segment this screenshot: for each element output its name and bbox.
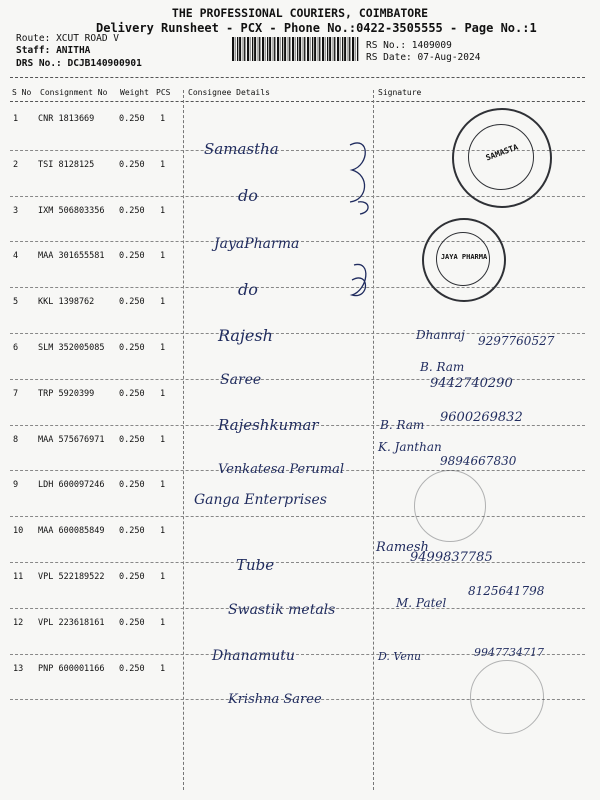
row-consignment-no: LDH 600097246 bbox=[38, 480, 105, 491]
barcode-bar bbox=[259, 37, 260, 61]
row-consignment-no: IXM 506803356 bbox=[38, 205, 105, 216]
handwritten-name: Dhanamutu bbox=[212, 648, 295, 664]
row-consignment-no: MAA 575676971 bbox=[38, 434, 105, 445]
barcode-bar bbox=[292, 37, 294, 61]
barcode-bar bbox=[334, 37, 335, 61]
barcode-bar bbox=[314, 37, 316, 61]
handwritten-phone: 9442740290 bbox=[430, 376, 513, 391]
barcode-bar bbox=[277, 37, 279, 61]
row-consignment-no: MAA 600085849 bbox=[38, 526, 105, 537]
barcode-bar bbox=[235, 37, 236, 61]
row-divider bbox=[10, 287, 585, 288]
row-pcs: 1 bbox=[160, 159, 166, 170]
barcode-bar bbox=[295, 37, 296, 61]
barcode-bar bbox=[312, 37, 313, 61]
signature-scribbles bbox=[340, 130, 380, 300]
row-weight: 0.250 bbox=[119, 205, 145, 216]
handwritten-phone: 8125641798 bbox=[468, 584, 545, 598]
handwritten-signature: Ramesh bbox=[376, 540, 429, 555]
staff-line bbox=[16, 45, 90, 56]
drs-line bbox=[16, 58, 142, 69]
barcode-bar bbox=[357, 37, 358, 61]
row-divider bbox=[10, 516, 585, 517]
row-sno: 13 bbox=[13, 663, 24, 674]
barcode-bar bbox=[319, 37, 320, 61]
row-weight: 0.250 bbox=[119, 159, 145, 170]
handwritten-phone: 9600269832 bbox=[440, 410, 523, 425]
barcode-bar bbox=[252, 37, 253, 61]
barcode-bar bbox=[325, 37, 326, 61]
barcode-bar bbox=[273, 37, 274, 61]
row-weight: 0.250 bbox=[119, 572, 145, 582]
row-pcs: 1 bbox=[160, 480, 166, 491]
handwritten-name: Rajesh bbox=[218, 326, 273, 345]
row-consignment-no: MAA 301655581 bbox=[38, 251, 105, 262]
barcode-bar bbox=[243, 37, 244, 61]
rs-no-label: RS No.: bbox=[366, 40, 407, 51]
col-weight: Weight bbox=[120, 88, 149, 97]
barcode-bar bbox=[265, 37, 266, 61]
row-weight: 0.250 bbox=[119, 388, 145, 399]
barcode-bar bbox=[288, 37, 289, 61]
barcode-bar bbox=[232, 37, 234, 61]
header-bottom-rule bbox=[10, 101, 585, 102]
barcode-bar bbox=[299, 37, 301, 61]
staff-label: Staff: bbox=[16, 45, 51, 56]
handwritten-signature: B. Ram bbox=[380, 418, 425, 432]
handwritten-phone: 9947734717 bbox=[474, 646, 544, 659]
barcode-bar bbox=[307, 37, 309, 61]
barcode-bar bbox=[289, 37, 290, 61]
stamp-text: JAYA PHARMA bbox=[440, 253, 488, 261]
page-subtitle: Delivery Runsheet - PCX - Phone No.:0422-3505555 - Page No.:1 bbox=[96, 21, 537, 35]
row-pcs: 1 bbox=[160, 434, 166, 445]
barcode-bar bbox=[310, 37, 311, 61]
handwritten-signature: B. Ram bbox=[420, 360, 465, 374]
barcode-bar bbox=[237, 37, 238, 61]
handwritten-name: JayaPharma bbox=[214, 236, 300, 252]
row-divider bbox=[10, 562, 585, 563]
barcode-bar bbox=[282, 37, 283, 61]
barcode-bar bbox=[303, 37, 304, 61]
row-sno: 6 bbox=[13, 343, 19, 353]
rs-no-line bbox=[366, 40, 452, 51]
route-value: XCUT ROAD V bbox=[56, 33, 119, 44]
staff-value: ANITHA bbox=[56, 45, 91, 56]
handwritten-name: Ganga Enterprises bbox=[194, 492, 327, 508]
row-sno: 9 bbox=[13, 480, 19, 491]
barcode-bar bbox=[349, 37, 350, 61]
row-sno: 8 bbox=[13, 434, 19, 445]
row-weight: 0.250 bbox=[119, 434, 145, 445]
row-pcs: 1 bbox=[160, 526, 166, 537]
faint-stamp bbox=[470, 660, 544, 734]
handwritten-signature: K. Janthan bbox=[378, 440, 442, 454]
handwritten-name: Tube bbox=[236, 556, 275, 574]
rs-no-value: 1409009 bbox=[411, 40, 452, 51]
col-pcs: PCS bbox=[156, 88, 171, 97]
barcode-bar bbox=[254, 37, 256, 61]
barcode-bar bbox=[342, 37, 343, 61]
barcode-bar bbox=[322, 37, 324, 61]
row-sno: 1 bbox=[13, 114, 19, 124]
row-sno: 5 bbox=[13, 297, 19, 308]
row-consignment-no: SLM 352005085 bbox=[38, 343, 105, 353]
barcode-bar bbox=[297, 37, 298, 61]
barcode-bar bbox=[329, 37, 331, 61]
barcode-bar bbox=[267, 37, 268, 61]
row-weight: 0.250 bbox=[119, 114, 145, 124]
row-consignment-no: KKL 1398762 bbox=[38, 297, 95, 308]
row-weight: 0.250 bbox=[119, 297, 145, 308]
handwritten-name: Krishna Saree bbox=[228, 692, 322, 707]
handwritten-signature: Dhanraj bbox=[416, 328, 465, 342]
handwritten-name: Rajeshkumar bbox=[218, 416, 319, 434]
page-title: THE PROFESSIONAL COURIERS, COIMBATORE bbox=[171, 6, 429, 20]
route-label: Route: bbox=[16, 33, 51, 44]
handwritten-name: Saree bbox=[220, 372, 262, 388]
row-consignment-no: PNP 600001166 bbox=[38, 663, 105, 674]
barcode-bar bbox=[348, 37, 349, 61]
row-pcs: 1 bbox=[160, 663, 166, 674]
row-weight: 0.250 bbox=[119, 617, 145, 628]
samasta-stamp bbox=[452, 108, 552, 208]
barcode-bar bbox=[258, 37, 259, 61]
barcode-bar bbox=[352, 37, 354, 61]
barcode-bar bbox=[344, 37, 346, 61]
barcode-bar bbox=[274, 37, 275, 61]
handwritten-signature: M. Patel bbox=[396, 596, 447, 610]
rs-date-label: RS Date: bbox=[366, 52, 412, 63]
row-pcs: 1 bbox=[160, 205, 166, 216]
row-consignment-no: CNR 1813669 bbox=[38, 114, 95, 124]
barcode-bar bbox=[239, 37, 241, 61]
drs-value: DCJB140900901 bbox=[67, 58, 142, 69]
barcode-bar bbox=[262, 37, 264, 61]
header-top-rule bbox=[10, 77, 585, 78]
row-consignment-no: VPL 223618161 bbox=[38, 617, 105, 628]
handwritten-phone: 9894667830 bbox=[440, 454, 517, 468]
barcode-bar bbox=[355, 37, 356, 61]
row-sno: 10 bbox=[13, 526, 24, 537]
barcode-bar bbox=[250, 37, 251, 61]
col-sno: S No bbox=[12, 88, 32, 97]
barcode-bar bbox=[280, 37, 281, 61]
barcode bbox=[232, 37, 360, 61]
row-weight: 0.250 bbox=[119, 663, 145, 674]
route-line bbox=[16, 33, 119, 44]
barcode-bar bbox=[337, 37, 339, 61]
jaya-pharma-stamp bbox=[422, 218, 506, 302]
row-weight: 0.250 bbox=[119, 343, 145, 353]
rs-date-value: 07-Aug-2024 bbox=[417, 52, 481, 63]
barcode-bar bbox=[244, 37, 245, 61]
faint-stamp bbox=[414, 470, 486, 542]
row-weight: 0.250 bbox=[119, 480, 145, 491]
handwritten-name: Venkatesa Perumal bbox=[218, 462, 345, 477]
row-sno: 11 bbox=[13, 572, 24, 582]
barcode-bar bbox=[304, 37, 305, 61]
handwritten-signature: D. Venu bbox=[378, 650, 422, 663]
col-consignee: Consignee Details bbox=[188, 88, 270, 97]
row-pcs: 1 bbox=[160, 343, 166, 353]
handwritten-phone: 9297760527 bbox=[478, 334, 555, 348]
barcode-bar bbox=[247, 37, 249, 61]
barcode-bar bbox=[318, 37, 319, 61]
row-pcs: 1 bbox=[160, 617, 166, 628]
stamp-text: SAMASTA bbox=[484, 142, 520, 163]
row-sno: 3 bbox=[13, 205, 19, 216]
barcode-bar bbox=[333, 37, 334, 61]
barcode-bar bbox=[269, 37, 271, 61]
row-sno: 4 bbox=[13, 251, 19, 262]
col-consignment: Consignment No bbox=[40, 88, 108, 97]
row-pcs: 1 bbox=[160, 388, 166, 399]
handwritten-name: do bbox=[238, 280, 258, 299]
row-pcs: 1 bbox=[160, 251, 166, 262]
handwritten-name: Swastik metals bbox=[228, 602, 336, 618]
barcode-bar bbox=[340, 37, 341, 61]
row-consignment-no: VPL 522189522 bbox=[38, 572, 105, 582]
row-pcs: 1 bbox=[160, 297, 166, 308]
row-sno: 12 bbox=[13, 617, 24, 628]
handwritten-name: do bbox=[238, 186, 258, 205]
handwritten-name: Samastha bbox=[204, 140, 279, 158]
row-sno: 7 bbox=[13, 388, 19, 399]
handwritten-phone: 9499837785 bbox=[410, 550, 493, 565]
drs-label: DRS No.: bbox=[16, 58, 62, 69]
row-pcs: 1 bbox=[160, 572, 166, 582]
row-sno: 2 bbox=[13, 159, 19, 170]
row-consignment-no: TRP 5920399 bbox=[38, 388, 95, 399]
row-weight: 0.250 bbox=[119, 526, 145, 537]
barcode-bar bbox=[284, 37, 286, 61]
row-consignment-no: TSI 8128125 bbox=[38, 159, 95, 170]
row-weight: 0.250 bbox=[119, 251, 145, 262]
row-pcs: 1 bbox=[160, 114, 166, 124]
col-signature: Signature bbox=[378, 88, 422, 97]
barcode-bar bbox=[327, 37, 328, 61]
rs-date-line bbox=[366, 52, 480, 63]
